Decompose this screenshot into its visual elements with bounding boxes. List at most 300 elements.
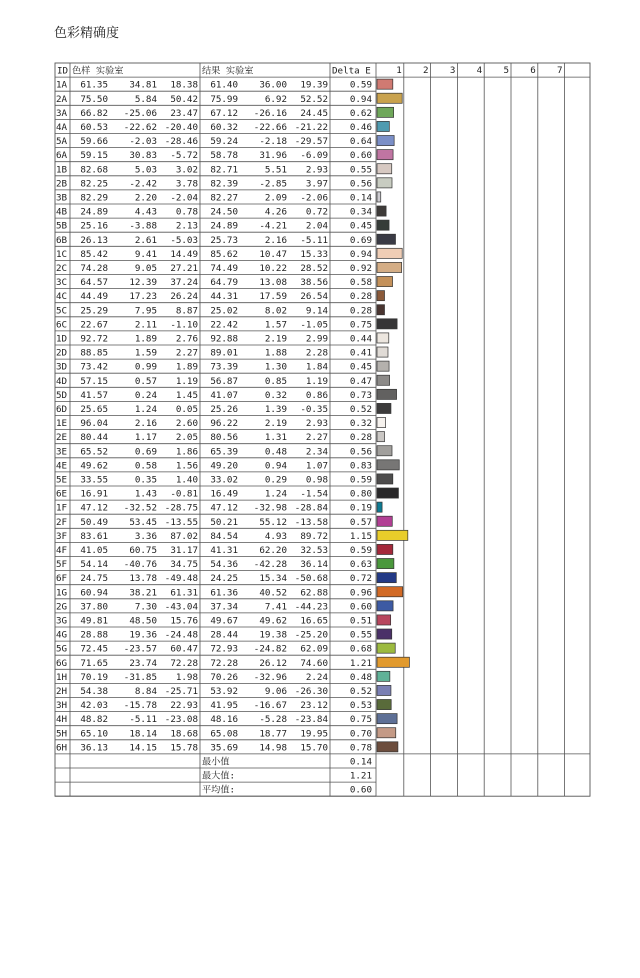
target-lab-value: 36.13 — [80, 742, 108, 754]
result-lab-value: 2.34 — [305, 446, 328, 458]
delta-e-bar — [377, 474, 393, 484]
target-lab-value: -28.75 — [164, 502, 198, 514]
summary-value: 1.21 — [349, 770, 372, 782]
target-lab-value: 13.78 — [129, 573, 157, 585]
delta-e-value: 1.15 — [349, 530, 372, 542]
target-lab-value: 88.85 — [80, 347, 108, 359]
result-lab-value: 1.88 — [264, 347, 287, 359]
target-lab-value: 64.57 — [80, 277, 108, 289]
delta-e-bar — [377, 432, 385, 442]
result-lab-value: 1.30 — [264, 361, 287, 373]
delta-e-value: 0.44 — [349, 333, 372, 345]
row-id: 3D — [56, 361, 68, 373]
target-lab-value: 50.49 — [80, 516, 108, 528]
result-lab-value: 2.19 — [264, 418, 287, 430]
target-lab-value: 0.05 — [175, 404, 198, 415]
header-result-lab: 结果 实验室 — [202, 65, 254, 77]
row-id: 2F — [56, 516, 68, 528]
result-lab-value: 61.36 — [210, 587, 238, 599]
result-lab-value: 6.92 — [264, 93, 287, 105]
target-lab-value: 0.57 — [134, 375, 157, 387]
result-lab-value: 25.73 — [210, 234, 238, 246]
target-lab-value: 1.86 — [175, 446, 198, 458]
row-id: 5D — [56, 389, 68, 401]
row-id: 2A — [56, 93, 68, 105]
target-lab-value: 60.53 — [80, 122, 108, 133]
target-lab-value: 8.84 — [134, 686, 157, 697]
delta-e-bar — [377, 93, 402, 103]
result-lab-value: 8.02 — [264, 305, 287, 317]
row-id: 1H — [56, 671, 68, 683]
target-lab-value: 44.49 — [80, 291, 108, 303]
target-lab-value: 2.11 — [134, 319, 157, 331]
result-lab-value: 7.41 — [264, 601, 287, 613]
row-id: 6D — [56, 404, 68, 415]
row-id: 5A — [56, 136, 68, 148]
delta-e-value: 0.56 — [349, 446, 372, 458]
row-id: 6B — [56, 234, 68, 246]
target-lab-value: 48.82 — [80, 714, 108, 726]
result-lab-value: -2.18 — [259, 136, 287, 148]
target-lab-value: -31.85 — [123, 671, 157, 683]
delta-e-bar — [377, 714, 397, 724]
target-lab-value: 33.55 — [80, 474, 108, 486]
result-lab-value: 19.38 — [259, 629, 287, 641]
result-lab-value: 24.89 — [210, 220, 238, 232]
summary-label: 最小值 — [202, 756, 230, 768]
target-lab-value: 37.24 — [170, 277, 198, 289]
axis-tick-label: 5 — [503, 65, 509, 76]
delta-e-bar — [377, 333, 389, 343]
target-lab-value: 82.68 — [80, 164, 108, 176]
delta-e-bar — [377, 262, 402, 272]
result-lab-value: 9.14 — [305, 305, 328, 317]
target-lab-value: 82.25 — [80, 178, 108, 190]
delta-e-value: 0.55 — [349, 164, 372, 176]
target-lab-value: 41.05 — [80, 545, 108, 556]
result-lab-value: 25.26 — [210, 404, 238, 415]
row-id: 2B — [56, 178, 68, 190]
delta-e-bar — [377, 559, 394, 569]
result-lab-value: 44.31 — [210, 291, 238, 303]
result-lab-value: -26.30 — [294, 686, 328, 697]
row-id: 6E — [56, 488, 68, 500]
result-lab-value: 15.70 — [300, 742, 328, 754]
result-lab-value: 56.87 — [210, 375, 238, 387]
delta-e-value: 0.34 — [349, 206, 372, 218]
row-id: 1F — [56, 502, 68, 514]
target-lab-value: 24.75 — [80, 573, 108, 585]
target-lab-value: 60.75 — [129, 545, 157, 556]
target-lab-value: 0.78 — [175, 206, 198, 218]
delta-e-value: 0.68 — [349, 643, 372, 655]
delta-e-bar — [377, 234, 395, 244]
target-lab-value: 41.57 — [80, 389, 108, 401]
result-lab-value: -22.66 — [253, 122, 287, 133]
result-lab-value: 41.07 — [210, 389, 238, 401]
result-lab-value: 22.42 — [210, 319, 238, 331]
result-lab-value: 60.32 — [210, 122, 238, 133]
row-id: 6F — [56, 573, 68, 585]
target-lab-value: 4.43 — [134, 206, 157, 218]
row-id: 2G — [56, 601, 68, 613]
row-id: 5F — [56, 559, 68, 571]
result-lab-value: 2.28 — [305, 347, 328, 359]
delta-e-value: 0.96 — [349, 587, 372, 599]
result-lab-value: 24.45 — [300, 107, 328, 119]
delta-e-value: 0.92 — [349, 263, 372, 274]
result-lab-value: 0.94 — [264, 460, 287, 472]
target-lab-value: -3.88 — [129, 220, 157, 232]
result-lab-value: -32.98 — [253, 502, 287, 514]
target-lab-value: 5.03 — [134, 164, 157, 176]
target-lab-value: 3.78 — [175, 178, 198, 190]
result-lab-value: -24.82 — [253, 643, 287, 655]
delta-e-bar — [377, 643, 395, 653]
target-lab-value: 23.47 — [170, 107, 198, 119]
result-lab-value: 1.24 — [264, 488, 287, 500]
result-lab-value: 4.26 — [264, 206, 287, 218]
delta-e-value: 0.69 — [349, 234, 372, 246]
result-lab-value: -5.11 — [300, 234, 328, 246]
result-lab-value: 47.12 — [210, 502, 238, 514]
delta-e-bar — [377, 361, 389, 371]
delta-e-bar — [377, 685, 391, 695]
result-lab-value: 73.39 — [210, 361, 238, 373]
result-lab-value: -26.16 — [253, 107, 287, 119]
axis-tick-label: 4 — [476, 65, 483, 76]
delta-e-value: 0.28 — [349, 291, 372, 303]
target-lab-value: 5.84 — [134, 93, 157, 105]
target-lab-value: 74.28 — [80, 263, 108, 274]
row-id: 4G — [56, 629, 68, 641]
target-lab-value: 59.66 — [80, 136, 108, 148]
target-lab-value: 54.38 — [80, 686, 108, 697]
delta-e-bar — [377, 657, 409, 667]
target-lab-value: 34.81 — [129, 79, 157, 91]
row-id: 4A — [56, 122, 68, 133]
result-lab-value: 1.84 — [305, 361, 328, 373]
result-lab-value: 32.53 — [300, 545, 328, 556]
target-lab-value: 87.02 — [170, 530, 198, 542]
result-lab-value: 53.92 — [210, 686, 238, 697]
axis-tick-label: 3 — [449, 65, 456, 76]
target-lab-value: 47.12 — [80, 502, 108, 514]
delta-e-bar — [377, 671, 390, 681]
target-lab-value: 66.82 — [80, 107, 108, 119]
result-lab-value: 49.62 — [259, 615, 287, 627]
result-lab-value: 82.39 — [210, 178, 238, 190]
target-lab-value: 72.45 — [80, 643, 108, 655]
target-lab-value: 50.42 — [170, 93, 198, 105]
target-lab-value: -22.62 — [123, 122, 157, 133]
target-lab-value: 22.67 — [80, 319, 108, 331]
result-lab-value: 14.98 — [259, 742, 287, 754]
target-lab-value: 30.83 — [129, 150, 157, 162]
result-lab-value: -6.09 — [300, 150, 328, 162]
delta-e-value: 0.78 — [349, 742, 372, 754]
delta-e-value: 0.51 — [349, 615, 372, 627]
row-id: 3A — [56, 107, 68, 119]
result-lab-value: 37.34 — [210, 601, 238, 613]
target-lab-value: 96.04 — [80, 418, 108, 430]
result-lab-value: 18.77 — [259, 728, 287, 740]
result-lab-value: -29.57 — [294, 136, 328, 148]
target-lab-value: 1.43 — [134, 488, 157, 500]
result-lab-value: 13.08 — [259, 277, 287, 289]
result-lab-value: -13.58 — [294, 516, 328, 528]
target-lab-value: -5.11 — [129, 714, 157, 726]
target-lab-value: 2.13 — [175, 220, 198, 232]
target-lab-value: 12.39 — [129, 277, 157, 289]
target-lab-value: -23.08 — [164, 714, 198, 726]
result-lab-value: 25.02 — [210, 305, 238, 317]
row-id: 3C — [56, 277, 68, 289]
delta-e-value: 0.94 — [349, 93, 372, 105]
target-lab-value: 82.29 — [80, 192, 108, 204]
row-id: 1E — [56, 418, 68, 430]
row-id: 3H — [56, 700, 68, 712]
result-lab-value: 35.69 — [210, 742, 238, 754]
delta-e-value: 0.59 — [349, 545, 372, 556]
row-id: 4D — [56, 375, 68, 387]
delta-e-value: 0.94 — [349, 248, 372, 260]
delta-e-value: 0.75 — [349, 714, 372, 726]
result-lab-value: 10.47 — [259, 248, 287, 260]
delta-e-value: 0.64 — [349, 136, 372, 148]
target-lab-value: 0.58 — [134, 460, 157, 472]
result-lab-value: -1.05 — [300, 319, 328, 331]
result-lab-value: 3.97 — [305, 178, 328, 190]
delta-e-value: 0.47 — [349, 375, 372, 387]
delta-e-value: 0.57 — [349, 516, 372, 528]
result-lab-value: -2.06 — [300, 192, 328, 204]
target-lab-value: 1.17 — [134, 432, 157, 444]
target-lab-value: 16.91 — [80, 488, 108, 500]
result-lab-value: 28.52 — [300, 263, 328, 274]
target-lab-value: -25.06 — [123, 107, 157, 119]
delta-e-bar — [377, 164, 392, 174]
result-lab-value: 61.40 — [210, 79, 238, 91]
result-lab-value: -32.96 — [253, 671, 287, 683]
target-lab-value: 72.28 — [170, 657, 198, 669]
result-lab-value: 85.62 — [210, 248, 238, 260]
row-id: 6H — [56, 742, 68, 754]
target-lab-value: 0.69 — [134, 446, 157, 458]
result-lab-value: 70.26 — [210, 671, 238, 683]
summary-label: 平均值: — [202, 784, 236, 796]
row-id: 5C — [56, 305, 68, 317]
result-lab-value: -0.35 — [300, 404, 328, 415]
delta-e-bar — [377, 389, 397, 399]
result-lab-value: 59.24 — [210, 136, 238, 148]
result-lab-value: 67.12 — [210, 107, 238, 119]
result-lab-value: 26.12 — [259, 657, 287, 669]
result-lab-value: 89.72 — [300, 530, 328, 542]
target-lab-value: 26.13 — [80, 234, 108, 246]
delta-e-value: 0.63 — [349, 559, 372, 571]
result-lab-value: 9.06 — [264, 686, 287, 697]
target-lab-value: -0.81 — [170, 488, 198, 500]
target-lab-value: 37.80 — [80, 601, 108, 613]
target-lab-value: 22.93 — [170, 700, 198, 712]
target-lab-value: 1.56 — [175, 460, 198, 472]
target-lab-value: 31.17 — [170, 545, 198, 556]
result-lab-value: 2.93 — [305, 164, 328, 176]
row-id: 2D — [56, 347, 68, 359]
delta-e-value: 0.58 — [349, 277, 372, 289]
header-target-lab: 色样 实验室 — [72, 65, 124, 77]
result-lab-value: -5.28 — [259, 714, 287, 726]
result-lab-value: 64.79 — [210, 277, 238, 289]
delta-e-value: 0.60 — [349, 150, 372, 162]
target-lab-value: 2.61 — [134, 234, 157, 246]
target-lab-value: -23.57 — [123, 643, 157, 655]
delta-e-value: 0.28 — [349, 305, 372, 317]
target-lab-value: -49.48 — [164, 573, 198, 585]
result-lab-value: 2.24 — [305, 671, 328, 683]
result-lab-value: 17.59 — [259, 291, 287, 303]
result-lab-value: 40.52 — [259, 587, 287, 599]
target-lab-value: 1.24 — [134, 404, 157, 415]
result-lab-value: 24.25 — [210, 573, 238, 585]
delta-e-bar — [377, 248, 402, 258]
target-lab-value: 7.95 — [134, 305, 157, 317]
delta-e-value: 0.14 — [349, 192, 372, 204]
delta-e-bar — [377, 530, 408, 540]
row-id: 4H — [56, 714, 68, 726]
result-lab-value: 49.67 — [210, 615, 238, 627]
target-lab-value: 18.68 — [170, 728, 198, 740]
result-lab-value: 84.54 — [210, 530, 238, 542]
result-lab-value: 65.39 — [210, 446, 238, 458]
target-lab-value: 49.62 — [80, 460, 108, 472]
target-lab-value: 38.21 — [129, 587, 157, 599]
target-lab-value: 57.15 — [80, 375, 108, 387]
result-lab-value: 1.39 — [264, 404, 287, 415]
delta-e-bar — [377, 629, 392, 639]
result-lab-value: -44.23 — [294, 601, 328, 613]
result-lab-value: 2.19 — [264, 333, 287, 345]
delta-e-bar — [377, 516, 392, 526]
result-lab-value: 62.20 — [259, 545, 287, 556]
row-id: 5B — [56, 220, 68, 232]
result-lab-value: 26.54 — [300, 291, 328, 303]
target-lab-value: 49.81 — [80, 615, 108, 627]
target-lab-value: 26.24 — [170, 291, 198, 303]
result-lab-value: -1.54 — [300, 488, 328, 500]
axis-tick-label: 7 — [557, 65, 563, 76]
result-lab-value: 0.48 — [264, 446, 287, 458]
target-lab-value: 2.76 — [175, 333, 198, 345]
target-lab-value: -15.78 — [123, 700, 157, 712]
axis-tick-label: 1 — [396, 65, 402, 76]
delta-e-bar — [377, 305, 385, 315]
result-lab-value: 72.28 — [210, 657, 238, 669]
delta-e-bar — [377, 615, 391, 625]
summary-label: 最大值: — [202, 770, 236, 782]
row-id: 6A — [56, 150, 68, 162]
target-lab-value: 25.29 — [80, 305, 108, 317]
result-lab-value: 74.49 — [210, 263, 238, 274]
result-lab-value: 1.31 — [264, 432, 287, 444]
target-lab-value: 59.15 — [80, 150, 108, 162]
target-lab-value: 70.19 — [80, 671, 108, 683]
delta-e-bar — [377, 544, 393, 554]
target-lab-value: 17.23 — [129, 291, 157, 303]
delta-e-value: 0.48 — [349, 671, 372, 683]
row-id: 1A — [56, 79, 68, 91]
delta-e-bar — [377, 107, 394, 117]
result-lab-value: -42.28 — [253, 559, 287, 571]
delta-e-value: 0.32 — [349, 418, 372, 430]
result-lab-value: 74.60 — [300, 657, 328, 669]
row-id: 4C — [56, 291, 68, 303]
result-lab-value: -50.68 — [294, 573, 328, 585]
delta-e-value: 0.45 — [349, 361, 372, 373]
result-lab-value: 36.14 — [300, 559, 328, 571]
result-lab-value: 92.88 — [210, 333, 238, 345]
result-lab-value: 2.09 — [264, 192, 287, 204]
result-lab-value: 52.52 — [300, 93, 328, 105]
delta-e-bar — [377, 460, 399, 470]
target-lab-value: 92.72 — [80, 333, 108, 345]
result-lab-value: -25.20 — [294, 629, 328, 641]
row-id: 1B — [56, 164, 68, 176]
result-lab-value: 0.72 — [305, 206, 328, 218]
target-lab-value: -28.46 — [164, 136, 198, 148]
target-lab-value: -2.04 — [170, 192, 198, 204]
delta-e-value: 0.28 — [349, 432, 372, 444]
target-lab-value: 73.42 — [80, 361, 108, 373]
delta-e-value: 0.53 — [349, 700, 372, 712]
target-lab-value: -20.40 — [164, 122, 198, 133]
result-lab-value: 36.00 — [259, 79, 287, 91]
delta-e-value: 0.59 — [349, 79, 372, 91]
target-lab-value: 2.16 — [134, 418, 157, 430]
target-lab-value: 83.61 — [80, 530, 108, 542]
result-lab-value: 24.50 — [210, 206, 238, 218]
target-lab-value: -2.03 — [129, 136, 157, 148]
row-id: 4F — [56, 545, 68, 556]
result-lab-value: 41.95 — [210, 700, 238, 712]
result-lab-value: 19.95 — [300, 728, 328, 740]
target-lab-value: 1.40 — [175, 474, 198, 486]
result-lab-value: 16.49 — [210, 488, 238, 500]
delta-e-bar — [377, 587, 403, 597]
result-lab-value: 2.16 — [264, 234, 287, 246]
result-lab-value: 4.93 — [264, 530, 287, 542]
target-lab-value: 9.05 — [134, 263, 157, 274]
target-lab-value: -1.10 — [170, 319, 198, 331]
target-lab-value: 24.89 — [80, 206, 108, 218]
result-lab-value: 1.57 — [264, 319, 287, 331]
row-id: 3E — [56, 446, 68, 458]
result-lab-value: 0.32 — [264, 389, 287, 401]
axis-tick-label: 2 — [423, 65, 429, 76]
target-lab-value: -24.48 — [164, 629, 198, 641]
result-lab-value: 82.27 — [210, 192, 238, 204]
target-lab-value: 65.10 — [80, 728, 108, 740]
target-lab-value: 28.88 — [80, 629, 108, 641]
target-lab-value: 15.76 — [170, 615, 198, 627]
result-lab-value: 1.07 — [305, 460, 328, 472]
delta-e-value: 0.72 — [349, 573, 372, 585]
target-lab-value: 60.94 — [80, 587, 108, 599]
delta-e-value: 0.46 — [349, 122, 372, 133]
result-lab-value: 0.86 — [305, 389, 328, 401]
delta-e-bar — [377, 742, 398, 752]
